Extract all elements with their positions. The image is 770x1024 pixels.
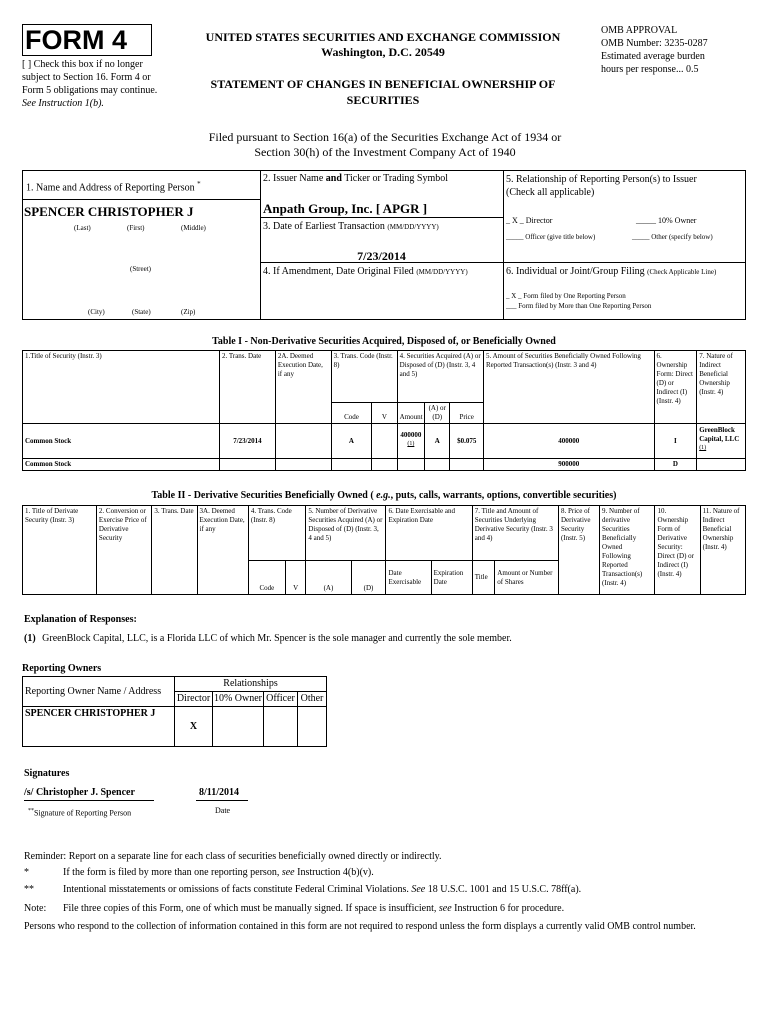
last-label: (Last) (74, 224, 91, 232)
t1-r1-amount: 400000 $^{(1)}$ (397, 424, 424, 459)
explanation-heading: Explanation of Responses: (24, 614, 137, 625)
t2-col-conversion: 2. Conversion or Exercise Price of Derivative Security (96, 506, 151, 595)
t2-col-form: 10. Ownership Form of Derivative Security: Direct (D) or Indirect (I) (Instr. 4) (655, 506, 700, 595)
signature-label: **Signature of Reporting Person (28, 808, 132, 818)
t2-sub-date-ex: Date Exercisable (386, 561, 431, 595)
t2-sub-exp: Expiration Date (431, 561, 472, 595)
director-checkbox[interactable]: _ X _ Director (506, 216, 553, 225)
table1-title: Table I - Non-Derivative Securities Acquired, Disposed of, or Beneficially Owned (212, 336, 556, 347)
t2-sub-amount: Amount or Number of Shares (495, 561, 559, 595)
zip-label: (Zip) (181, 308, 196, 316)
reporting-person-name: SPENCER CHRISTOPHER J (24, 204, 194, 219)
form-title-box (22, 24, 152, 56)
issuer-name: Anpath Group, Inc. [ APGR ] (263, 201, 428, 216)
t2-col-number: 5. Number of Derivative Securities Acquired (A) or Disposed of (D) (Instr. 3, 4 and 5) (306, 506, 386, 561)
filed-by-more-checkbox[interactable]: ___ Form filed by More than One Reporting Person (506, 302, 652, 310)
t1-sub-price: Price (450, 403, 484, 424)
t1-sub-code: Code (331, 403, 372, 424)
t1-r1-title: Common Stock (23, 424, 220, 459)
t1-r1-form: I (654, 424, 697, 459)
t2-col-underlying: 7. Title and Amount of Securities Underlying Derivative Security (Instr. 3 and 4) (472, 506, 558, 561)
t1-col-deemed: 2A. Deemed Execution Date, if any (275, 351, 331, 424)
owner-director-mark: X (175, 707, 213, 747)
explanation-note: (1) GreenBlock Capital, LLC, is a Florida LLC of which Mr. Spencer is the sole manager and currently the sole member. (24, 633, 512, 644)
divider (260, 170, 261, 320)
t1-col-owned: 5. Amount of Securities Beneficially Owned Following Reported Transaction(s) (Instr. 3 and 4) (483, 351, 654, 424)
t2-col-price: 8. Price of Derivative Security (Instr. 5) (558, 506, 599, 595)
t1-r1-price: $0.075 (450, 424, 484, 459)
t1-sub-amount: Amount (397, 403, 424, 424)
divider (22, 199, 260, 200)
owner-name: SPENCER CHRISTOPHER J (23, 707, 175, 747)
footnote-ref[interactable]: (1) (407, 440, 415, 447)
t2-sub-d: (D) (351, 561, 386, 595)
box3-label: 3. Date of Earliest Transaction (MM/DD/YYYY) (263, 221, 439, 232)
star1-marker: * (24, 867, 29, 878)
t1-col-code: 3. Trans. Code (Instr. 8) (331, 351, 397, 403)
ten-pct-owner-checkbox[interactable]: _____ 10% Owner (636, 216, 697, 225)
signature-line (24, 800, 154, 801)
t1-r1-code: A (331, 424, 372, 459)
t1-r1-nature: GreenBlock Capital, LLC $^{(1)}$ (697, 424, 746, 459)
table-row (23, 459, 746, 471)
date-label: Date (215, 806, 231, 815)
state-label: (State) (132, 308, 151, 316)
date-line (196, 800, 248, 801)
omb-approval: OMB APPROVAL OMB Number: 3235-0287 Estimated average burden hours per response... 0.5 (601, 25, 708, 75)
agency-city: Washington, D.C. 20549 (321, 45, 445, 59)
table-row (23, 424, 746, 459)
owners-col-other: Other (298, 692, 327, 707)
statement-title: STATEMENT OF CHANGES IN BENEFICIAL OWNERSHIP OF SECURITIES (210, 77, 556, 107)
owners-heading: Reporting Owners (22, 663, 102, 674)
filed-pursuant: Filed pursuant to Section 16(a) of the Securities Exchange Act of 1934 or Section 30(h) of the Investment Company Act of 1940 (208, 130, 562, 159)
t1-sub-v: V (372, 403, 397, 424)
t1-col-title: 1.Title of Security (Instr. 3) (23, 351, 220, 424)
star1-text: If the form is filed by more than one reporting person, see Instruction 4(b)(v). (63, 867, 374, 878)
check-box-note: [ ] Check this box if no longer subject to Section 16. Form 4 or Form 5 obligations may continue. See Instruction 1(b). (22, 59, 158, 109)
t2-col-title: 1. Title of Derivate Security (Instr. 3) (23, 506, 97, 595)
star2-marker: ** (24, 884, 34, 895)
earliest-transaction-date: 7/23/2014 (357, 249, 406, 263)
t1-col-date: 2. Trans. Date (219, 351, 275, 424)
table2 (22, 505, 746, 595)
t2-col-deemed: 3A. Deemed Execution Date, if any (197, 506, 248, 595)
t2-sub-a: (A) (306, 561, 351, 595)
t2-col-date: 3. Trans. Date (152, 506, 197, 595)
signature-date: 8/11/2014 (199, 787, 240, 798)
form-title: FORM 4 (25, 25, 128, 55)
persons-notice: Persons who respond to the collection of information contained in this form are not required to respond unless the form displays a currently valid OMB control number. (24, 921, 696, 932)
agency-name: UNITED STATES SECURITIES AND EXCHANGE COMMISSION (205, 30, 561, 44)
t1-sub-aord: (A) or (D) (425, 403, 450, 424)
t1-r1-owned: 400000 (483, 424, 654, 459)
divider (503, 170, 504, 320)
t1-r1-v (372, 424, 397, 459)
owners-table (22, 676, 327, 747)
filed-by-one-checkbox[interactable]: _ X _ Form filed by One Reporting Person (506, 292, 626, 300)
note-text: File three copies of this Form, one of which must be manually signed. If space is insufficient, see Instruction 6 for procedure. (63, 903, 565, 914)
t2-col-owned: 9. Number of derivative Securities Beneficially Owned Following Reported Transaction(s) (Instr. 4) (600, 506, 655, 595)
t1-r1-deemed (275, 424, 331, 459)
t1-r2-form: D (654, 459, 697, 471)
t1-col-nature: 7. Nature of Indirect Beneficial Ownership (Instr. 4) (697, 351, 746, 424)
t2-sub-title: Title (472, 561, 495, 595)
t2-col-code: 4. Trans. Code (Instr. 8) (248, 506, 306, 561)
t1-r2-owned: 900000 (483, 459, 654, 471)
t1-r2-title: Common Stock (23, 459, 220, 471)
reminder-text: Reminder: Report on a separate line for each class of securities beneficially owned directly or indirectly. (24, 851, 442, 862)
city-label: (City) (88, 308, 105, 316)
box6-label: 6. Individual or Joint/Group Filing (Check Applicable Line) (506, 266, 717, 277)
table1 (22, 350, 746, 471)
table2-title: Table II - Derivative Securities Beneficially Owned ( e.g., puts, calls, warrants, options, convertible securities) (151, 490, 617, 501)
note-marker: Note: (24, 903, 47, 914)
t1-r1-aord: A (425, 424, 450, 459)
owners-col-ten: 10% Owner (213, 692, 264, 707)
middle-label: (Middle) (181, 224, 206, 232)
table-row (23, 707, 327, 747)
owners-col-officer: Officer (264, 692, 298, 707)
box5-label: 5. Relationship of Reporting Person(s) to Issuer (Check all applicable) (506, 174, 697, 198)
t2-sub-v: V (285, 561, 306, 595)
owners-col-director: Director (175, 692, 213, 707)
t1-col-form: 6. Ownership Form: Direct (D) or Indirect (I) (Instr. 4) (654, 351, 697, 424)
signatures-heading: Signatures (24, 768, 70, 779)
box1-label: 1. Name and Address of Reporting Person * (26, 180, 201, 194)
divider (260, 217, 503, 218)
footnote-ref[interactable]: (1) (699, 445, 707, 452)
officer-checkbox[interactable]: _____ Officer (give title below) (506, 233, 596, 241)
street-label: (Street) (130, 265, 151, 273)
other-checkbox[interactable]: _____ Other (specify below) (632, 233, 713, 241)
box2-label: 2. Issuer Name and Ticker or Trading Symbol (263, 173, 449, 184)
owners-col-name: Reporting Owner Name / Address (23, 677, 175, 707)
t2-sub-code: Code (248, 561, 285, 595)
signer-name: /s/ Christopher J. Spencer (24, 787, 135, 798)
first-label: (First) (127, 224, 145, 232)
t2-col-nature: 11. Nature of Indirect Beneficial Ownership (Instr. 4) (700, 506, 745, 595)
t1-col-acquired: 4. Securities Acquired (A) or Disposed of (D) (Instr. 3, 4 and 5) (397, 351, 483, 403)
t2-col-exercisable: 6. Date Exercisable and Expiration Date (386, 506, 472, 561)
t1-r1-date: 7/23/2014 (219, 424, 275, 459)
star2-text: Intentional misstatements or omissions of facts constitute Federal Criminal Violations. See 18 U.S.C. 1001 and 15 U.S.C. 78ff(a). (63, 884, 582, 895)
owners-col-relationships: Relationships (175, 677, 327, 692)
box4-label: 4. If Amendment, Date Original Filed (MM/DD/YYYY) (263, 266, 468, 277)
